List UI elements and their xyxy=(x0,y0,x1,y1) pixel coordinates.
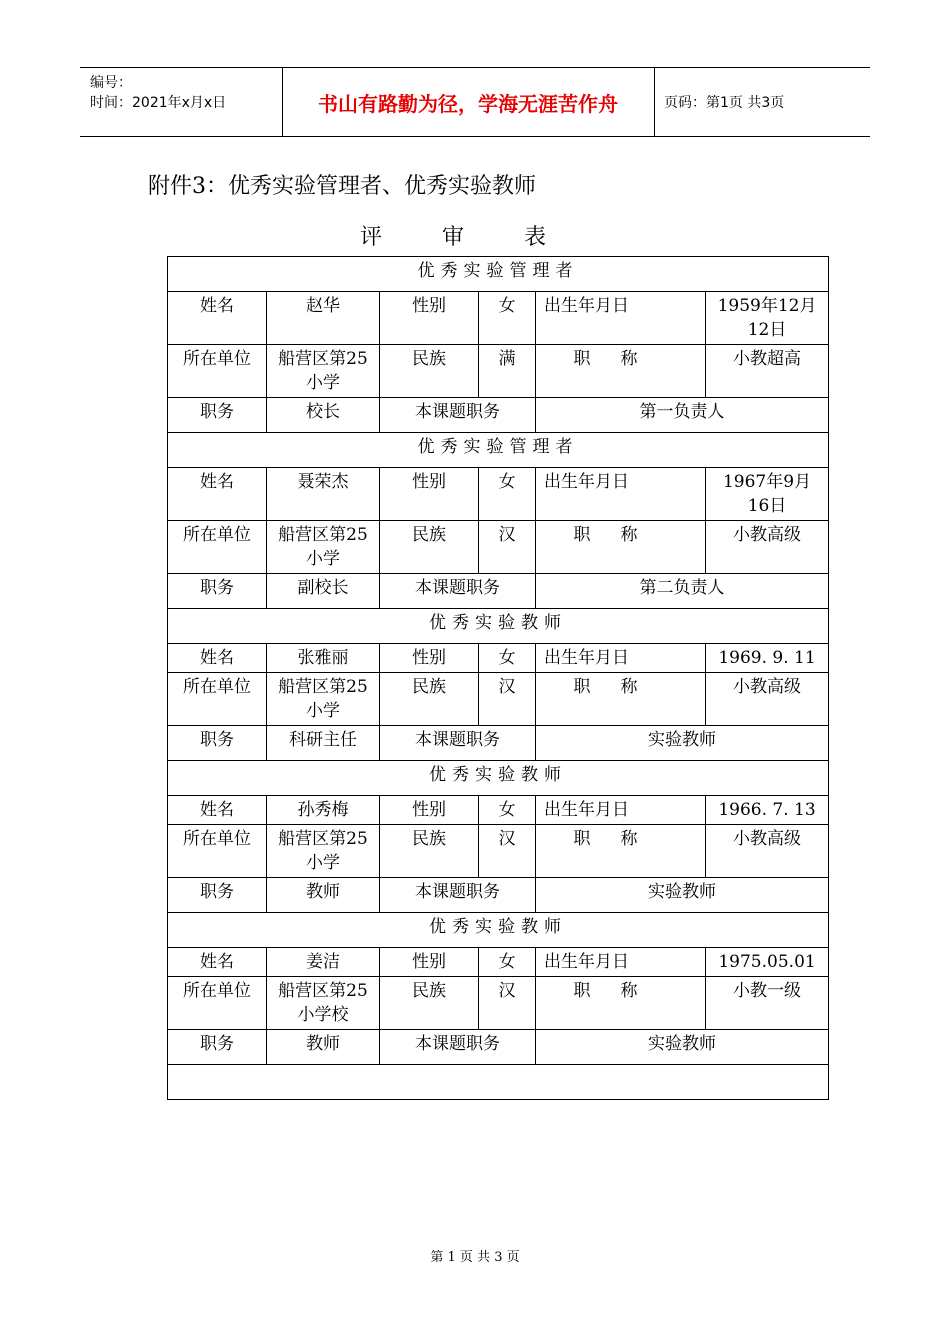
table-row xyxy=(168,345,829,398)
position-label: 职务 xyxy=(168,574,267,609)
header-meta xyxy=(80,68,283,136)
table-row xyxy=(168,1030,829,1065)
gender-value: 女 xyxy=(479,292,536,345)
review-table xyxy=(167,256,829,1100)
gender-value: 女 xyxy=(479,644,536,673)
table-row xyxy=(168,644,829,673)
birth-label: 出生年月日 xyxy=(536,948,706,977)
table-row xyxy=(168,948,829,977)
unit-label: 所在单位 xyxy=(168,977,267,1030)
unit-label: 所在单位 xyxy=(168,825,267,878)
gender-value: 女 xyxy=(479,948,536,977)
table-row xyxy=(168,825,829,878)
ethnicity-value: 汉 xyxy=(479,673,536,726)
title-value: 小教一级 xyxy=(706,977,829,1030)
unit-value: 船营区第25小学 xyxy=(267,673,380,726)
title-label: 职称 xyxy=(536,825,706,878)
title-label: 职称 xyxy=(536,521,706,574)
ethnicity-value: 汉 xyxy=(479,977,536,1030)
position-value: 科研主任 xyxy=(267,726,380,761)
position-value: 教师 xyxy=(267,1030,380,1065)
table-row xyxy=(168,977,829,1030)
position-label: 职务 xyxy=(168,1030,267,1065)
table-row xyxy=(168,726,829,761)
ethnicity-label: 民族 xyxy=(380,673,479,726)
title-value: 小教高级 xyxy=(706,673,829,726)
position-value: 校长 xyxy=(267,398,380,433)
name-label: 姓名 xyxy=(168,948,267,977)
birth-label: 出生年月日 xyxy=(536,292,706,345)
title-label: 职称 xyxy=(536,345,706,398)
ethnicity-label: 民族 xyxy=(380,521,479,574)
gender-label: 性别 xyxy=(380,644,479,673)
unit-label: 所在单位 xyxy=(168,673,267,726)
unit-value: 船营区第25小学校 xyxy=(267,977,380,1030)
table-row xyxy=(168,878,829,913)
title-label: 职称 xyxy=(536,977,706,1030)
project-role-label: 本课题职务 xyxy=(380,878,536,913)
time-label: 时间：2021年x月x日 xyxy=(90,95,227,111)
gender-label: 性别 xyxy=(380,948,479,977)
section-heading: 优秀实验教师 xyxy=(168,761,829,796)
project-role-label: 本课题职务 xyxy=(380,1030,536,1065)
table-row xyxy=(168,468,829,521)
gender-label: 性别 xyxy=(380,796,479,825)
table-row-blank xyxy=(168,1065,829,1100)
position-label: 职务 xyxy=(168,878,267,913)
header-motto: 书山有路勤为径，学海无涯苦作舟 xyxy=(282,68,655,136)
unit-value: 船营区第25小学 xyxy=(267,825,380,878)
project-role-label: 本课题职务 xyxy=(380,726,536,761)
gender-value: 女 xyxy=(479,468,536,521)
unit-label: 所在单位 xyxy=(168,345,267,398)
project-role-value: 实验教师 xyxy=(536,1030,829,1065)
table-row xyxy=(168,673,829,726)
project-role-value: 第二负责人 xyxy=(536,574,829,609)
attachment-title: 附件3：优秀实验管理者、优秀实验教师 xyxy=(148,174,536,199)
name-value: 孙秀梅 xyxy=(267,796,380,825)
table-row xyxy=(168,398,829,433)
name-label: 姓名 xyxy=(168,796,267,825)
project-role-value: 实验教师 xyxy=(536,726,829,761)
gender-label: 性别 xyxy=(380,468,479,521)
table-row xyxy=(168,574,829,609)
birth-label: 出生年月日 xyxy=(536,796,706,825)
unit-label: 所在单位 xyxy=(168,521,267,574)
project-role-value: 实验教师 xyxy=(536,878,829,913)
name-label: 姓名 xyxy=(168,292,267,345)
page-indicator: 页码：第1页 共3页 xyxy=(664,95,785,111)
project-role-label: 本课题职务 xyxy=(380,574,536,609)
name-value: 姜洁 xyxy=(267,948,380,977)
table-row xyxy=(168,521,829,574)
table-row xyxy=(168,433,829,468)
position-label: 职务 xyxy=(168,398,267,433)
position-label: 职务 xyxy=(168,726,267,761)
position-value: 教师 xyxy=(267,878,380,913)
table-row xyxy=(168,913,829,948)
birth-label: 出生年月日 xyxy=(536,644,706,673)
title-value: 小教超高 xyxy=(706,345,829,398)
table-row xyxy=(168,609,829,644)
ethnicity-label: 民族 xyxy=(380,825,479,878)
table-row xyxy=(168,257,829,292)
unit-value: 船营区第25小学 xyxy=(267,345,380,398)
birth-value: 1967年9月16日 xyxy=(706,468,829,521)
birth-value: 1959年12月12日 xyxy=(706,292,829,345)
name-value: 聂荣杰 xyxy=(267,468,380,521)
position-value: 副校长 xyxy=(267,574,380,609)
ethnicity-label: 民族 xyxy=(380,977,479,1030)
gender-label: 性别 xyxy=(380,292,479,345)
section-heading: 优秀实验教师 xyxy=(168,609,829,644)
table-row xyxy=(168,796,829,825)
title-value: 小教高级 xyxy=(706,825,829,878)
table-row xyxy=(168,292,829,345)
birth-label: 出生年月日 xyxy=(536,468,706,521)
table-row xyxy=(168,761,829,796)
birth-value: 1975.05.01 xyxy=(706,948,829,977)
ethnicity-label: 民族 xyxy=(380,345,479,398)
page-header xyxy=(80,67,870,137)
section-heading: 优秀实验管理者 xyxy=(168,433,829,468)
ethnicity-value: 汉 xyxy=(479,521,536,574)
number-label: 编号： xyxy=(90,75,132,91)
ethnicity-value: 汉 xyxy=(479,825,536,878)
unit-value: 船营区第25小学 xyxy=(267,521,380,574)
title-label: 职称 xyxy=(536,673,706,726)
project-role-label: 本课题职务 xyxy=(380,398,536,433)
section-heading: 优秀实验管理者 xyxy=(168,257,829,292)
project-role-value: 第一负责人 xyxy=(536,398,829,433)
ethnicity-value: 满 xyxy=(479,345,536,398)
name-label: 姓名 xyxy=(168,468,267,521)
birth-value: 1969. 9. 11 xyxy=(706,644,829,673)
gender-value: 女 xyxy=(479,796,536,825)
page-footer: 第 1 页 共 3 页 xyxy=(430,1250,520,1265)
form-title: 评审表 xyxy=(360,225,607,250)
name-label: 姓名 xyxy=(168,644,267,673)
title-value: 小教高级 xyxy=(706,521,829,574)
section-heading: 优秀实验教师 xyxy=(168,913,829,948)
birth-value: 1966. 7. 13 xyxy=(706,796,829,825)
name-value: 赵华 xyxy=(267,292,380,345)
name-value: 张雅丽 xyxy=(267,644,380,673)
